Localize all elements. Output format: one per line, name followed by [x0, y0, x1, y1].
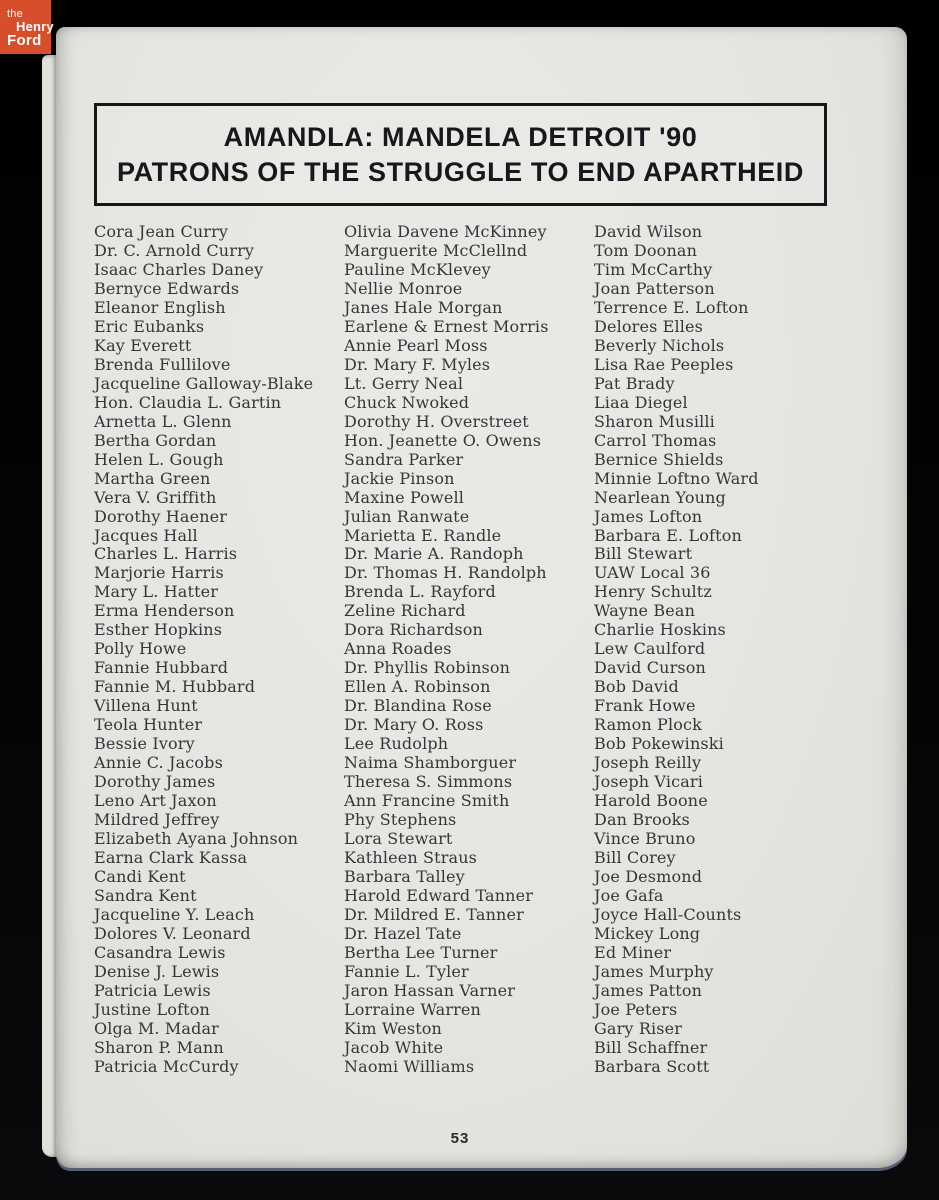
patron-name: Marjorie Harris — [94, 563, 224, 583]
patron-name: Liaa Diegel — [594, 392, 688, 412]
patron-name: Lee Rudolph — [344, 734, 449, 754]
patron-name: Elizabeth Ayana Johnson — [94, 829, 299, 848]
patron-name: Delores Elles — [594, 316, 704, 336]
logo-word-henry: Henry — [16, 19, 54, 34]
patron-name: Zeline Richard — [344, 601, 466, 621]
patron-name: Dr. Blandina Rose — [344, 696, 492, 716]
patron-name: Pat Brady — [594, 373, 675, 393]
patron-name: Naima Shamborguer — [344, 753, 517, 773]
patron-name: Eric Eubanks — [94, 316, 205, 336]
patron-name: Esther Hopkins — [94, 620, 223, 640]
patron-name: Charlie Hoskins — [594, 620, 726, 640]
patron-name: Candi Kent — [94, 866, 186, 886]
patron-name: Dorothy Haener — [94, 506, 228, 526]
patron-name: Brenda L. Rayford — [344, 582, 496, 602]
patron-name: Bessie Ivory — [94, 734, 195, 754]
henry-ford-logo — [0, 0, 54, 54]
patron-name: Fannie L. Tyler — [344, 961, 469, 981]
scanned-page — [56, 27, 907, 1168]
patron-name: Leno Art Jaxon — [94, 791, 217, 811]
patron-name: Barbara Talley — [344, 866, 465, 886]
patron-name: Cora Jean Curry — [94, 222, 229, 241]
patron-name: Marguerite McClellnd — [344, 240, 528, 260]
patrons-column-3 — [594, 223, 844, 1077]
patron-name: James Murphy — [594, 961, 714, 981]
patron-name: Nearlean Young — [594, 487, 726, 507]
patron-name: Isaac Charles Daney — [94, 259, 264, 279]
patron-name: Joe Peters — [594, 999, 678, 1019]
patron-name: Joseph Vicari — [594, 772, 703, 792]
patron-name: UAW Local 36 — [594, 563, 711, 583]
patron-name: Lt. Gerry Neal — [344, 373, 464, 393]
patron-name: Dan Brooks — [594, 810, 690, 830]
patron-name: Mickey Long — [594, 923, 701, 943]
patron-name: Bertha Gordan — [94, 430, 217, 450]
patron-name: Bill Corey — [594, 847, 676, 867]
patron-name: Dr. Marie A. Randoph — [344, 544, 524, 564]
patrons-column-2 — [344, 223, 594, 1077]
patron-name: Patricia McCurdy — [94, 1056, 239, 1076]
patron-name: Terrence E. Lofton — [594, 297, 749, 317]
patron-name: Theresa S. Simmons — [344, 772, 513, 792]
patron-name: Earna Clark Kassa — [94, 847, 248, 867]
patron-name: Hon. Claudia L. Gartin — [94, 392, 282, 412]
patron-name: Bob David — [594, 677, 679, 697]
patron-name: Bernyce Edwards — [94, 278, 240, 298]
title-line-2: PATRONS OF THE STRUGGLE TO END APARTHEID — [116, 157, 805, 187]
patron-name: Fannie Hubbard — [94, 658, 229, 678]
patron-name: Phy Stephens — [344, 810, 457, 830]
patron-name: Julian Ranwate — [344, 506, 470, 526]
logo-word-ford: Ford — [7, 32, 42, 49]
patron-name: Dr. Mary O. Ross — [344, 715, 484, 735]
patron-name: Vera V. Griffith — [94, 487, 217, 507]
patron-name: Naomi Williams — [344, 1056, 475, 1076]
patron-name: Annie C. Jacobs — [94, 753, 223, 773]
patron-name: Tom Doonan — [594, 240, 698, 260]
patron-name: Gary Riser — [594, 1018, 683, 1038]
patron-name: Justine Lofton — [94, 999, 210, 1019]
patron-name: Lew Caulford — [594, 639, 706, 659]
patron-name: Jaron Hassan Varner — [344, 980, 516, 1000]
patron-name: Annie Pearl Moss — [344, 335, 488, 355]
patron-name: Lorraine Warren — [344, 999, 481, 1019]
patron-name: Joyce Hall-Counts — [594, 904, 742, 924]
patron-name: Olivia Davene McKinney — [344, 222, 547, 241]
patron-name: Kay Everett — [94, 335, 192, 355]
patron-name: Hon. Jeanette O. Owens — [344, 430, 542, 450]
patron-name: Harold Edward Tanner — [344, 885, 534, 905]
title-box — [94, 103, 827, 206]
patron-name: Dolores V. Leonard — [94, 923, 251, 943]
patron-name: Polly Howe — [94, 639, 187, 659]
patron-name: Helen L. Gough — [94, 449, 224, 469]
patron-name: Dr. Phyllis Robinson — [344, 658, 511, 678]
patron-name: Minnie Loftno Ward — [594, 468, 759, 488]
patron-name: Teola Hunter — [94, 715, 203, 735]
patrons-column-1 — [94, 223, 344, 1077]
patron-name: Kathleen Straus — [344, 847, 478, 867]
patron-name: Maxine Powell — [344, 487, 465, 507]
patron-name: Dorothy James — [94, 772, 216, 792]
patron-name: Denise J. Lewis — [94, 961, 220, 981]
patron-name: Jacqueline Y. Leach — [94, 904, 255, 924]
patron-name: Henry Schultz — [594, 582, 712, 602]
patron-name: Dr. Mary F. Myles — [344, 354, 491, 374]
patron-name: Fannie M. Hubbard — [94, 677, 256, 697]
title-line-1: AMANDLA: MANDELA DETROIT '90 — [223, 122, 698, 152]
patron-name: Dr. Hazel Tate — [344, 923, 462, 943]
patron-name: Carrol Thomas — [594, 430, 717, 450]
patron-name: Vince Bruno — [594, 829, 696, 848]
patron-name: Dr. Thomas H. Randolph — [344, 563, 547, 583]
patron-name: Beverly Nichols — [594, 335, 725, 355]
patron-name: Jacques Hall — [94, 525, 198, 545]
patron-name: David Wilson — [594, 222, 703, 241]
patron-name: Charles L. Harris — [94, 544, 238, 564]
patron-name: Ed Miner — [594, 942, 672, 962]
patron-name: Bob Pokewinski — [594, 734, 724, 754]
patron-name: Mildred Jeffrey — [94, 810, 220, 830]
patron-name: Dr. Mildred E. Tanner — [344, 904, 524, 924]
patron-name: Villena Hunt — [94, 696, 198, 716]
patron-name: Lora Stewart — [344, 829, 453, 848]
patron-name: Chuck Nwoked — [344, 392, 470, 412]
patron-name: Olga M. Madar — [94, 1018, 219, 1038]
patron-name: James Patton — [594, 980, 703, 1000]
patron-name: Sharon P. Mann — [94, 1037, 224, 1057]
patron-name: Bill Stewart — [594, 544, 693, 564]
patron-name: Sharon Musilli — [594, 411, 715, 431]
patron-name: Dorothy H. Overstreet — [344, 411, 529, 431]
patron-name: Dora Richardson — [344, 620, 483, 640]
patron-name: Casandra Lewis — [94, 942, 226, 962]
patron-name: Bertha Lee Turner — [344, 942, 498, 962]
patron-name: Sandra Kent — [94, 885, 197, 905]
patron-name: Marietta E. Randle — [344, 525, 502, 545]
patron-name: Sandra Parker — [344, 449, 464, 469]
patron-name: Nellie Monroe — [344, 278, 463, 298]
patron-name: Ellen A. Robinson — [344, 677, 491, 697]
patron-name: Patricia Lewis — [94, 980, 211, 1000]
patron-name: Frank Howe — [594, 696, 696, 716]
patron-name: Arnetta L. Glenn — [94, 411, 232, 431]
patron-name: Joan Patterson — [594, 278, 715, 298]
patron-name: Ann Francine Smith — [344, 791, 510, 811]
patron-name: Barbara Scott — [594, 1056, 710, 1076]
patron-name: Kim Weston — [344, 1018, 443, 1038]
patron-name: Pauline McKlevey — [344, 259, 491, 279]
patron-name: David Curson — [594, 658, 706, 678]
patron-name: Anna Roades — [344, 639, 452, 659]
patron-name: Joseph Reilly — [594, 753, 702, 773]
patron-name: Bill Schaffner — [594, 1037, 708, 1057]
patron-name: Earlene & Ernest Morris — [344, 316, 549, 336]
patron-name: Jackie Pinson — [344, 468, 455, 488]
patron-name: Martha Green — [94, 468, 211, 488]
patron-name: James Lofton — [594, 506, 703, 526]
patron-name: Jacob White — [344, 1037, 444, 1057]
patron-name: Wayne Bean — [594, 601, 696, 621]
patron-name: Brenda Fullilove — [94, 354, 231, 374]
logo-word-the: the — [7, 8, 23, 20]
patron-name: Joe Gafa — [594, 885, 664, 905]
page-number: 53 — [450, 1130, 470, 1147]
patron-name: Erma Henderson — [94, 601, 235, 621]
patron-name: Janes Hale Morgan — [344, 297, 503, 317]
patron-name: Harold Boone — [594, 791, 708, 811]
patron-name: Jacqueline Galloway-Blake — [94, 373, 314, 393]
patron-name: Tim McCarthy — [594, 259, 713, 279]
patron-name: Bernice Shields — [594, 449, 724, 469]
patron-name: Eleanor English — [94, 297, 226, 317]
patron-name: Lisa Rae Peeples — [594, 354, 734, 374]
patron-name: Joe Desmond — [594, 866, 703, 886]
patron-name: Mary L. Hatter — [94, 582, 219, 602]
patron-name: Ramon Plock — [594, 715, 702, 735]
patron-name: Barbara E. Lofton — [594, 525, 742, 545]
patron-name: Dr. C. Arnold Curry — [94, 240, 255, 260]
